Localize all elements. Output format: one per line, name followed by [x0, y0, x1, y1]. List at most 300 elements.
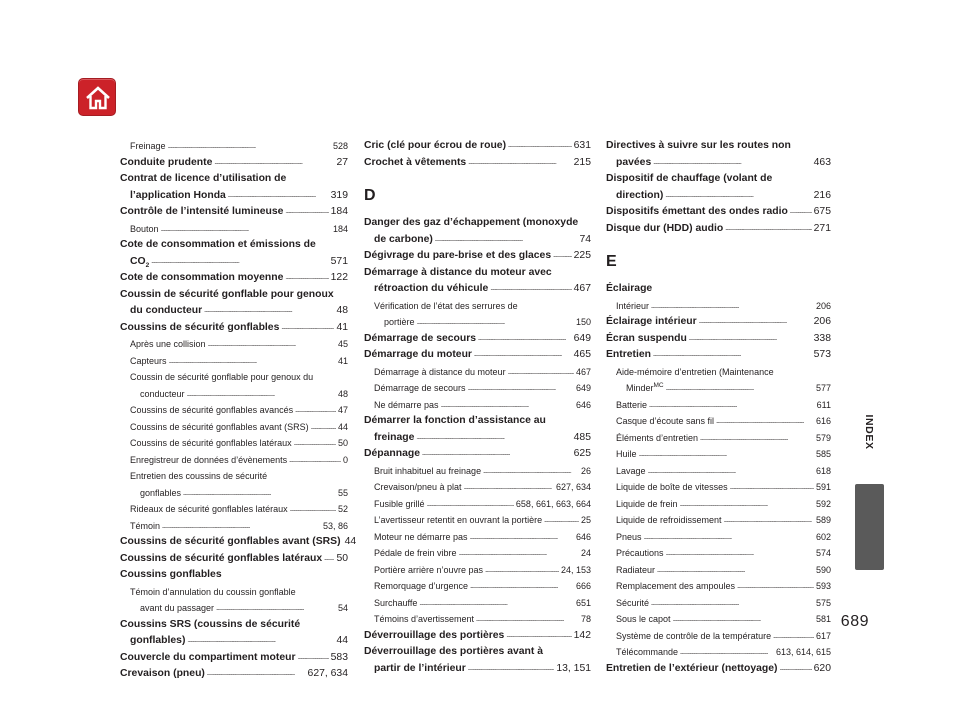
index-entry-term: Crochet à vêtements — [364, 156, 467, 168]
index-entry-term: Coussin de sécurité gonflable pour genoux — [120, 288, 334, 300]
page-reference-link[interactable]: 150 — [575, 317, 591, 327]
index-entry-term: Après une collision — [130, 339, 206, 349]
dot-leader — [214, 155, 334, 166]
index-subentry[interactable] — [120, 419, 348, 436]
dot-leader — [204, 303, 334, 314]
index-entry-term: Télécommande — [616, 647, 679, 657]
index-entry-term: conducteur — [140, 388, 185, 399]
dot-leader — [281, 320, 334, 331]
page-reference-link[interactable]: 48 — [337, 388, 348, 399]
index-subentry[interactable] — [364, 562, 591, 579]
index-entry[interactable] — [364, 331, 591, 348]
page-reference-link[interactable]: 573 — [813, 349, 831, 360]
index-entry[interactable] — [120, 534, 357, 551]
index-subentry[interactable] — [120, 452, 348, 469]
index-entry[interactable] — [606, 314, 831, 331]
page-reference-link[interactable]: 658, 661, 663, 664 — [515, 498, 591, 509]
page-reference-link[interactable]: 50 — [337, 438, 348, 448]
page-reference-link[interactable]: 319 — [330, 189, 348, 201]
index-entry-term: portière — [384, 317, 415, 327]
index-entry[interactable] — [364, 628, 591, 645]
index-column-1 — [120, 138, 357, 683]
index-entry-term: Pneus — [616, 531, 642, 542]
page-reference-link[interactable]: 589 — [815, 515, 831, 525]
index-entry[interactable] — [120, 551, 348, 568]
index-entry-term: freinage — [374, 431, 415, 443]
page-reference-link[interactable]: 463 — [813, 156, 831, 168]
dot-leader — [508, 364, 574, 375]
index-subentry[interactable] — [606, 380, 831, 397]
index-entry — [364, 265, 591, 282]
index-entry[interactable] — [364, 138, 591, 155]
index-entry-term: Éclairage — [606, 283, 653, 294]
index-subentry[interactable] — [606, 413, 831, 430]
index-subentry[interactable] — [364, 545, 591, 562]
index-entry-term: Lavage — [616, 465, 646, 476]
index-entry-term: Danger des gaz d’échappement (monoxyde — [364, 217, 579, 228]
index-entry-term: L’avertisseur retentit en ouvrant la portière — [374, 515, 543, 525]
index-entry-term: Enregistreur de données d’évènements — [130, 454, 288, 465]
dot-leader — [673, 611, 814, 622]
page-reference-link[interactable]: 74 — [579, 233, 591, 245]
index-subentry[interactable] — [606, 463, 831, 480]
dot-leader — [490, 281, 571, 292]
page-reference-link[interactable]: 591 — [815, 482, 831, 492]
dot-leader — [216, 600, 336, 611]
index-subentry[interactable] — [120, 138, 348, 155]
index-subentry[interactable] — [120, 402, 348, 419]
index-subentry[interactable] — [364, 364, 591, 381]
index-subentry[interactable] — [364, 479, 591, 496]
index-entry-term: Liquide de refroidissement — [616, 515, 722, 525]
dot-leader — [470, 578, 574, 589]
page-reference-link[interactable]: 613, 614, 615 — [775, 647, 831, 657]
index-entry[interactable] — [120, 254, 348, 271]
index-entry-term: Crevaison (pneu) — [120, 668, 205, 679]
page-reference-link[interactable]: 184 — [330, 206, 348, 217]
index-entry[interactable] — [606, 155, 831, 172]
dot-leader — [506, 628, 571, 639]
page-reference-link[interactable]: 627, 634 — [307, 668, 348, 679]
page-number: 689 — [840, 613, 869, 630]
home-icon — [83, 83, 113, 113]
dot-leader — [730, 479, 814, 490]
page-reference-link[interactable]: 225 — [573, 250, 591, 261]
index-entry-term: Éclairage intérieur — [606, 316, 697, 327]
index-entry[interactable] — [364, 232, 591, 249]
index-entry-term: Coussins de sécurité gonflables latéraux — [130, 438, 292, 448]
index-subentry[interactable] — [606, 529, 831, 546]
index-subentry[interactable] — [364, 595, 591, 612]
page-reference-link[interactable]: 649 — [573, 332, 591, 344]
home-button[interactable] — [78, 78, 116, 116]
dot-leader — [790, 204, 812, 215]
index-entry-term: Ne démarre pas — [374, 399, 439, 410]
page-reference-link[interactable]: 0 — [342, 454, 348, 465]
index-entry-term: Pédale de frein vibre — [374, 548, 457, 558]
index-entry-term: Déverrouillage des portières — [364, 629, 505, 641]
page-reference-link[interactable]: 625 — [573, 448, 591, 459]
dot-leader — [651, 595, 814, 606]
page-reference-link[interactable]: 571 — [330, 255, 348, 267]
index-entry-term: Minder$^{MC}$ — [626, 382, 664, 393]
index-entry-term: Dispositif de chauffage (volant de — [606, 173, 773, 184]
dot-leader — [468, 380, 574, 391]
page-reference-link[interactable]: 41 — [337, 355, 348, 366]
index-entry[interactable] — [364, 347, 591, 364]
dot-leader — [653, 347, 812, 358]
dot-leader — [680, 496, 814, 507]
page-reference-link[interactable]: 646 — [575, 531, 591, 542]
index-entry — [364, 413, 591, 430]
index-entry-term: l’application Honda — [130, 189, 226, 201]
page-reference-link[interactable]: 651 — [575, 597, 591, 608]
index-subentry[interactable] — [606, 545, 831, 562]
page-reference-link[interactable]: 24, 153 — [560, 564, 591, 575]
index-entry-term: Démarrer la fonction d’assistance au — [364, 415, 546, 426]
page-reference-link[interactable]: 579 — [815, 432, 831, 443]
index-entry-term: Sous le capot — [616, 614, 671, 624]
page-reference-link[interactable]: 666 — [575, 581, 591, 591]
index-subentry[interactable] — [606, 512, 831, 529]
index-entry-term: Coussins de sécurité gonflables latéraux — [120, 552, 323, 564]
index-subentry[interactable] — [364, 496, 591, 513]
index-entry-term: Coussins de sécurité gonflables avancés — [130, 405, 294, 415]
index-entry-term: Couvercle du compartiment moteur — [120, 651, 296, 663]
page-reference-link[interactable]: 620 — [813, 662, 831, 674]
dot-leader — [689, 331, 812, 342]
dot-leader — [228, 188, 329, 199]
dot-leader — [468, 661, 555, 672]
index-entry-term: Intérieur — [616, 300, 650, 311]
dot-leader — [207, 666, 306, 677]
page-reference-link[interactable]: 592 — [815, 498, 831, 509]
index-subentry — [364, 298, 591, 315]
index-entry — [364, 215, 591, 232]
dot-leader — [508, 138, 572, 149]
page-reference-link[interactable]: 649 — [575, 383, 591, 393]
dot-leader — [657, 562, 814, 573]
index-entry-term: Entretien — [606, 349, 652, 360]
dot-leader — [151, 254, 328, 265]
dot-leader — [464, 479, 554, 490]
index-entry-term: Freinage — [130, 141, 166, 151]
index-entry-term: Écran suspendu — [606, 332, 687, 344]
index-entry-term: Portière arrière n’ouvre pas — [374, 564, 484, 575]
dot-leader — [485, 562, 559, 573]
index-subentry[interactable] — [120, 221, 348, 238]
dot-leader — [168, 138, 331, 149]
index-entry-term: du conducteur — [130, 305, 203, 316]
index-entry-term: Coussins de sécurité gonflables avant (SRS) — [130, 421, 309, 432]
index-entry-term: Déverrouillage des portières avant à — [364, 646, 544, 657]
index-subentry[interactable] — [364, 463, 591, 480]
index-entry-term: Liquide de frein — [616, 498, 678, 509]
dot-leader — [161, 221, 331, 232]
page-reference-link[interactable]: 618 — [815, 465, 831, 476]
page-reference-link[interactable]: 78 — [580, 614, 591, 624]
index-entry[interactable] — [364, 446, 591, 463]
page-reference-link[interactable]: 206 — [815, 300, 831, 311]
page-reference-link[interactable]: 583 — [330, 651, 348, 663]
index-entry-term: Sécurité — [616, 597, 650, 608]
index-subentry[interactable] — [364, 397, 591, 414]
page-reference-link[interactable]: 485 — [573, 431, 591, 443]
page-reference-link[interactable]: 41 — [336, 321, 348, 333]
index-entry — [364, 644, 591, 661]
page-reference-link[interactable]: 338 — [813, 332, 831, 344]
index-entry-term: Crevaison/pneu à plat — [374, 482, 462, 492]
dot-leader — [187, 633, 334, 644]
index-entry[interactable] — [606, 221, 831, 238]
page-reference-link[interactable]: 27 — [336, 156, 348, 168]
index-entry[interactable] — [606, 188, 831, 205]
index-subentry[interactable] — [120, 353, 348, 370]
index-subentry[interactable] — [606, 496, 831, 513]
index-subentry[interactable] — [606, 644, 831, 661]
index-entry-term: Coussin de sécurité gonflable pour genoux du — [130, 372, 314, 382]
page-reference-link[interactable]: 593 — [815, 581, 831, 591]
index-subentry[interactable] — [120, 386, 348, 403]
dot-leader — [422, 446, 572, 457]
page-reference-link[interactable]: 467 — [573, 283, 591, 294]
dot-leader — [699, 314, 812, 325]
index-subentry[interactable] — [606, 446, 831, 463]
index-subentry[interactable] — [364, 611, 591, 628]
index-entry-term: Éléments d’entretien — [616, 432, 699, 443]
index-entry[interactable] — [120, 320, 348, 337]
page-reference-link[interactable]: 631 — [573, 140, 591, 151]
page-reference-link[interactable]: 48 — [336, 305, 348, 316]
index-subentry[interactable] — [364, 578, 591, 595]
dot-leader — [653, 155, 811, 166]
index-subentry[interactable] — [606, 628, 831, 645]
index-entry-term: Aide-mémoire d’entretien (Maintenance — [616, 366, 774, 377]
index-entry[interactable] — [120, 650, 348, 667]
page-reference-link[interactable]: 54 — [337, 603, 348, 613]
index-entry[interactable] — [120, 303, 348, 320]
index-entry-term: Contrat de licence d’utilisation de — [120, 173, 287, 184]
dot-leader — [544, 512, 579, 523]
index-entry-term: de carbone) — [374, 233, 433, 245]
page-reference-link[interactable]: 585 — [815, 449, 831, 459]
index-entry-term: pavées — [616, 156, 652, 168]
dot-leader — [648, 463, 814, 474]
dot-leader — [666, 380, 814, 391]
index-subentry[interactable] — [606, 595, 831, 612]
dot-leader — [435, 232, 578, 243]
page-reference-link[interactable]: 215 — [573, 156, 591, 168]
index-entry[interactable] — [606, 347, 831, 364]
index-entry-term: Capteurs — [130, 355, 167, 366]
page-reference-link[interactable]: 13, 151 — [556, 662, 591, 674]
index-entry-term: Témoin — [130, 520, 161, 531]
dot-leader — [295, 402, 336, 413]
index-entry-term: Cote de consommation et émissions de — [120, 239, 316, 250]
page-reference-link[interactable]: 616 — [815, 416, 831, 426]
dot-leader — [666, 545, 814, 556]
dot-leader — [474, 347, 572, 358]
index-subentry[interactable] — [120, 336, 348, 353]
index-subentry[interactable] — [120, 485, 348, 502]
dot-leader — [208, 336, 336, 347]
dot-leader — [639, 446, 814, 457]
index-subentry — [120, 468, 348, 485]
index-entry-term: Témoins d’avertissement — [374, 614, 475, 624]
dot-leader — [644, 529, 814, 540]
index-entry[interactable] — [120, 155, 348, 172]
dot-leader — [737, 578, 814, 589]
index-subentry[interactable] — [364, 529, 591, 546]
page-reference-link[interactable]: 184 — [332, 223, 348, 234]
page-reference-link[interactable]: 44 — [336, 635, 348, 646]
index-column-2 — [364, 138, 591, 677]
index-entry-term: Huile — [616, 449, 637, 459]
index-entry-term: Dépannage — [364, 448, 421, 459]
page-reference-link[interactable]: 142 — [573, 629, 591, 641]
page-reference-link[interactable]: 52 — [337, 504, 348, 514]
index-subentry[interactable] — [606, 298, 831, 315]
index-side-tab[interactable] — [855, 484, 884, 570]
dot-leader — [162, 518, 321, 529]
dot-leader — [298, 650, 329, 661]
page-reference-link[interactable]: 45 — [337, 339, 348, 349]
index-subentry — [120, 584, 348, 601]
page-reference-link[interactable]: 467 — [575, 366, 591, 377]
index-entry[interactable] — [364, 281, 591, 298]
dot-leader — [285, 204, 328, 215]
page-reference-link[interactable]: 122 — [330, 272, 348, 283]
index-entry-term: Radiateur — [616, 564, 656, 575]
page-reference-link[interactable]: 206 — [813, 316, 831, 327]
index-entry-term: partir de l’intérieur — [374, 662, 466, 674]
dot-leader — [417, 314, 574, 325]
page-reference-link[interactable]: 465 — [573, 349, 591, 360]
index-entry-term: Disque dur (HDD) audio — [606, 222, 724, 234]
dot-leader — [289, 452, 341, 463]
page-reference-link[interactable]: 44 — [344, 536, 357, 547]
index-entry — [120, 617, 348, 634]
dot-leader — [169, 353, 336, 364]
index-entry[interactable] — [120, 666, 348, 683]
index-entry-term: Démarrage du moteur — [364, 349, 472, 360]
index-entry[interactable] — [364, 430, 591, 447]
dot-leader — [468, 155, 571, 166]
index-entry[interactable] — [606, 661, 831, 678]
index-subentry[interactable] — [606, 611, 831, 628]
dot-leader — [716, 413, 814, 424]
dot-leader — [285, 270, 328, 281]
index-entry[interactable] — [364, 155, 591, 172]
dot-leader — [483, 463, 579, 474]
index-entry-term: Cric (clé pour écrou de roue) — [364, 140, 507, 151]
page-reference-link[interactable]: 26 — [580, 465, 591, 476]
dot-leader — [478, 331, 572, 342]
index-subentry[interactable] — [364, 380, 591, 397]
index-entry-term: Remorquage d’urgence — [374, 581, 469, 591]
index-entry[interactable] — [120, 188, 348, 205]
page-reference-link[interactable]: 53, 86 — [322, 520, 348, 531]
page-reference-link[interactable]: 590 — [815, 564, 831, 575]
index-subentry[interactable] — [606, 578, 831, 595]
page-reference-link[interactable]: 271 — [813, 222, 831, 234]
index-subentry[interactable] — [606, 397, 831, 414]
index-entry-term: Entretien de l’extérieur (nettoyage) — [606, 662, 778, 674]
index-entry-term: avant du passager — [140, 603, 215, 613]
index-entry-term: Démarrage de secours — [374, 383, 466, 393]
index-entry-term: Directives à suivre sur les routes non — [606, 140, 791, 151]
index-entry[interactable] — [606, 204, 831, 221]
page-reference-link[interactable]: 617 — [815, 630, 831, 641]
dot-leader — [294, 435, 336, 446]
index-subentry[interactable] — [120, 518, 348, 535]
page-reference-link[interactable]: 646 — [575, 399, 591, 410]
page-reference-link[interactable]: 50 — [336, 552, 348, 564]
index-entry — [120, 287, 348, 304]
index-subentry — [120, 369, 348, 386]
index-entry-term: Témoin d’annulation du coussin gonflable — [130, 586, 296, 597]
index-entry[interactable] — [120, 633, 348, 650]
page-reference-link[interactable]: 44 — [337, 421, 348, 432]
page-reference-link[interactable]: 675 — [813, 206, 831, 217]
index-entry-term: Rideaux de sécurité gonflables latéraux — [130, 504, 288, 514]
dot-leader — [290, 501, 336, 512]
index-entry[interactable] — [364, 661, 591, 678]
dot-leader — [476, 611, 579, 622]
dot-leader — [324, 551, 334, 562]
index-subentry[interactable] — [120, 435, 348, 452]
dot-leader — [700, 430, 814, 441]
index-entry[interactable] — [120, 204, 348, 221]
index-entry — [120, 171, 348, 188]
page-reference-link[interactable]: 581 — [815, 614, 831, 624]
index-entry[interactable] — [120, 270, 348, 287]
index-entry-term: gonflables) — [130, 635, 186, 646]
page-reference-link[interactable]: 47 — [337, 405, 348, 415]
page-reference-link[interactable]: 574 — [815, 548, 831, 558]
index-entry-term: gonflables — [140, 487, 182, 498]
index-entry-term: Surchauffe — [374, 597, 418, 608]
index-entry-term: Vérification de l’état des serrures de — [374, 300, 518, 311]
page-reference-link[interactable]: 24 — [580, 548, 591, 558]
index-subentry[interactable] — [606, 430, 831, 447]
page-reference-link[interactable]: 577 — [815, 383, 831, 393]
page-reference-link[interactable]: 55 — [337, 487, 348, 498]
page-reference-link[interactable]: 575 — [815, 597, 831, 608]
page-reference-link[interactable]: 216 — [813, 189, 831, 201]
index-subentry[interactable] — [120, 600, 348, 617]
index-entry-term: Bouton — [130, 223, 159, 234]
index-subentry[interactable] — [606, 479, 831, 496]
index-section-label: INDEX — [863, 414, 875, 450]
dot-leader — [416, 430, 571, 441]
index-entry-term: Fusible grillé — [374, 498, 425, 509]
page-reference-link[interactable]: 528 — [332, 141, 348, 151]
index-subentry[interactable] — [120, 501, 348, 518]
page-reference-link[interactable]: 25 — [580, 515, 591, 525]
page-reference-link[interactable]: 627, 634 — [555, 482, 591, 492]
dot-leader — [651, 298, 814, 309]
page-reference-link[interactable]: 602 — [815, 531, 831, 542]
index-subentry[interactable] — [364, 512, 591, 529]
index-entry[interactable] — [364, 248, 591, 265]
index-subentry[interactable] — [606, 562, 831, 579]
index-subentry[interactable] — [364, 314, 591, 331]
index-entry-term: $CO_2$ — [130, 255, 150, 269]
page-reference-link[interactable]: 611 — [816, 399, 831, 410]
index-entry-term: Liquide de boîte de vitesses — [616, 482, 728, 492]
index-entry[interactable] — [606, 331, 831, 348]
